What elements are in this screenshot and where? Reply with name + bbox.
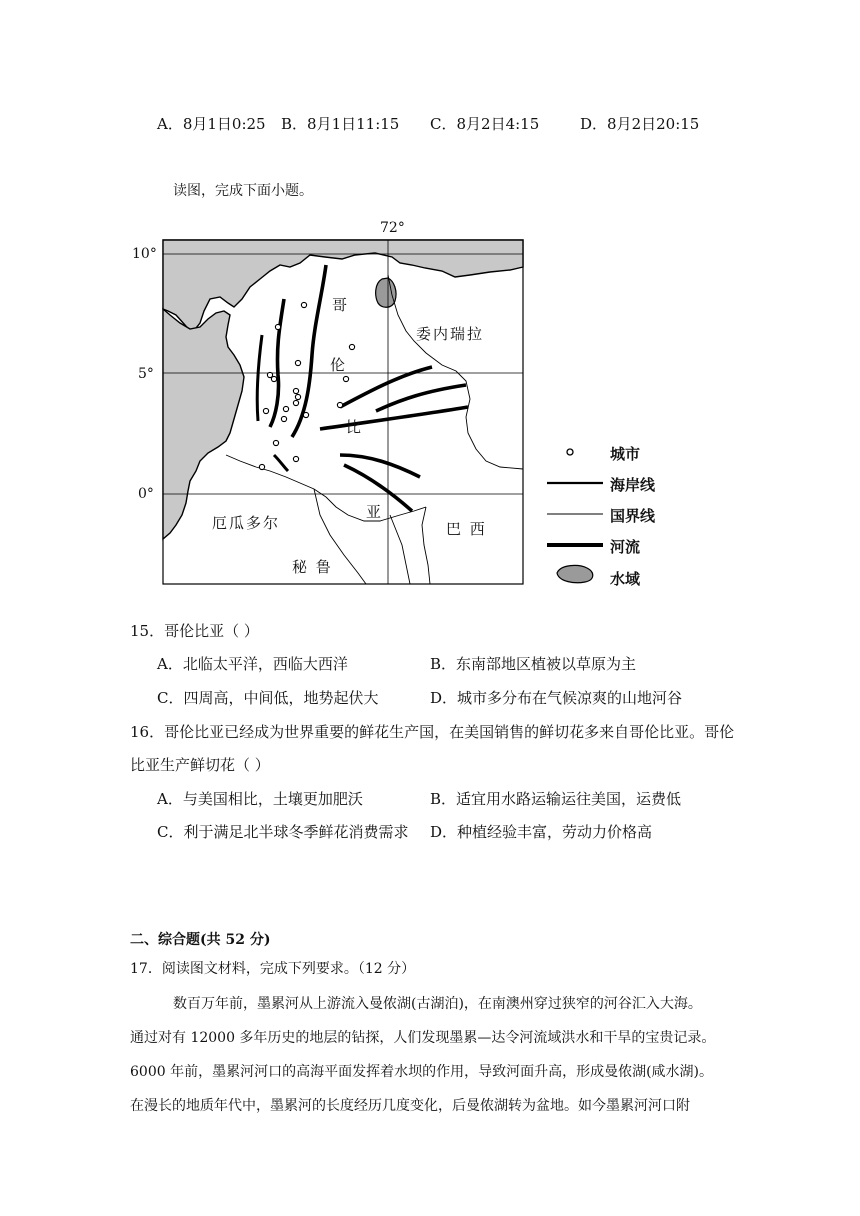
q16-option-b: B．适宜用水路运输运往美国，运费低 [430, 790, 682, 808]
colombia-label-4: 亚 [366, 503, 384, 521]
q15-stem: 15．哥伦比亚（ ） [130, 622, 259, 640]
city-icon [567, 449, 573, 455]
q16-option-d: D．种植经验丰富，劳动力价格高 [430, 823, 653, 841]
lat-label-5: 5° [138, 366, 154, 382]
legend-border: 国界线 [610, 507, 656, 525]
q16-option-c: C．利于满足北半球冬季鲜花消费需求 [157, 823, 409, 841]
q15-option-a: A．北临太平洋，西临大西洋 [157, 655, 348, 673]
option-c-prev: C．8月2日4:15 [430, 115, 540, 133]
legend-city: 城市 [610, 445, 641, 463]
option-a-prev: A．8月1日0:25 [157, 115, 266, 133]
q16-stem-line2: 比亚生产鲜切花（ ） [130, 756, 270, 774]
legend-water: 水域 [610, 570, 641, 588]
legend-symbols [545, 440, 615, 590]
reading-prompt: 读图，完成下面小题。 [173, 183, 313, 199]
q17-stem: 17．阅读图文材料，完成下列要求。（12 分） [130, 961, 416, 977]
ecuador-label: 厄瓜多尔 [212, 514, 281, 532]
option-d-prev: D．8月2日20:15 [580, 115, 700, 133]
q15-option-c: C．四周高，中间低，地势起伏大 [157, 689, 379, 707]
colombia-label-1: 哥 [332, 296, 350, 314]
q16-option-a: A．与美国相比，土壤更加肥沃 [157, 790, 363, 808]
q17-para-line2: 通过对有 12000 多年历史的地层的钻探，人们发现墨累—达令河流域洪水和干旱的宝贵记录。 [130, 1030, 716, 1046]
option-b-prev: B．8月1日11:15 [281, 115, 400, 133]
water-icon [376, 278, 396, 307]
longitude-label: 72° [380, 220, 405, 236]
q17-para-line1: 数百万年前，墨累河从上游流入曼侬湖(古湖泊)，在南澳州穿过狭窄的河谷汇入大海。 [173, 996, 702, 1012]
q15-option-d: D．城市多分布在气候凉爽的山地河谷 [430, 689, 683, 707]
colombia-label-2: 伦 [330, 356, 348, 374]
peru-label: 秘 鲁 [292, 558, 333, 576]
lat-label-0: 0° [138, 486, 154, 502]
legend-coastline: 海岸线 [610, 476, 656, 494]
lat-label-10: 10° [132, 246, 157, 262]
q17-para-line4: 在漫长的地质年代中，墨累河的长度经历几度变化，后曼侬湖转为盆地。如今墨累河河口附 [130, 1098, 690, 1114]
q17-para-line3: 6000 年前，墨累河河口的高海平面发挥着水坝的作用，导致河面升高，形成曼侬湖(咸水湖)。 [130, 1064, 714, 1080]
water-icon [557, 565, 593, 582]
colombia-label-3: 比 [346, 418, 364, 436]
q16-stem-line1: 16．哥伦比亚已经成为世界重要的鲜花生产国，在美国销售的鲜切花多来自哥伦比亚。哥伦 [130, 723, 735, 741]
venezuela-label: 委内瑞拉 [416, 325, 485, 343]
legend-river: 河流 [610, 538, 641, 556]
q15-option-b: B．东南部地区植被以草原为主 [430, 655, 637, 673]
section2-title: 二、综合题(共 52 分) [130, 932, 271, 948]
brazil-label: 巴 西 [446, 520, 487, 538]
